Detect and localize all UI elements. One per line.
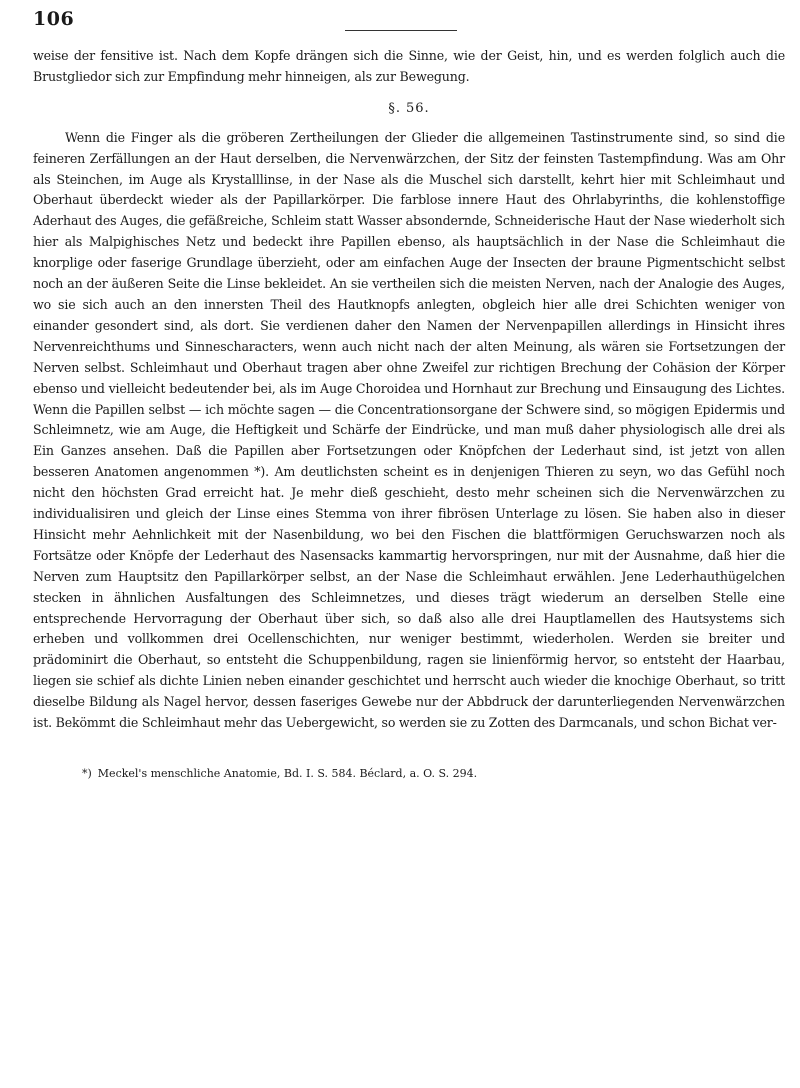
page-number: 106 xyxy=(33,8,75,30)
footnote xyxy=(82,766,782,782)
main-paragraph: Wenn die Finger als die gröberen Zertheilungen der Glieder die allgemeinen Tastinstrumente sind, so sind die feineren Zerfällungen an der Haut derselben, die Nervenwärzchen, der Sitz der feinsten Tastempfindung. Was am Ohr als Steinchen, im Auge als Krystalllinse, in der Nase als die Muschel sich darstellt, kehrt hier mit Schleimhaut und Oberhaut überdeckt wieder als der Papillarkörper. Die farblose innere Haut des Ohrlabyrinths, die kohlenstoffige Aderhaut des Auges, die gefäßreiche, Schleim statt Wasser absondernde, Schneiderische Haut der Nase wiederholt sich hier als Malpighisches Netz und bedeckt ihre Papillen ebenso, als hauptsächlich in der Nase die Schleimhaut die knorplige oder faserige Grundlage überzieht, oder am einfachen Auge der Insecten der braune Pigmentschicht selbst noch an der äußeren Seite die Linse bekleidet. An sie vertheilen sich die meisten Nerven, nach der Analogie des Auges, wo sie sich auch an den innersten Theil des Hautknopfs anlegten, obgleich hier alle drei Schichten weniger von einander gesondert sind, als dort. Sie verdienen daher den Namen der Nervenpapillen allerdings in Hinsicht ihres Nervenreichthums und Sinnescharacters, wenn auch nicht nach der alten Meinung, als wären sie Fortsetzungen der Nerven selbst. Schleimhaut und Oberhaut tragen aber ohne Zweifel zur richtigen Brechung der Cohäsion der Körper ebenso und vielleicht bedeutender bei, als im Auge Choroidea und Hornhaut zur Brechung und Einsaugung des Lichtes. Wenn die Papillen selbst — ich möchte sagen — die Concentrationsorgane der Schwere sind, so mögigen Epidermis und Schleimnetz, wie am Auge, die Heftigkeit und Schärfe der Eindrücke, und man muß daher physiologisch alle drei als Ein Ganzes ansehen. Daß die Papillen aber Fortsetzungen oder Knöpfchen der Lederhaut sind, ist jetzt von allen besseren Anatomen angenommen *). Am deutlichsten scheint es in denjenigen Thieren zu seyn, wo das Gefühl noch nicht den höchsten Grad erreicht hat. Je mehr dieß geschieht, desto mehr scheinen sich die Nervenwärzchen zu individualisiren und gleich der Linse eines Stemma von ihrer fibrösen Unterlage zu lösen. Sie haben also in dieser Hinsicht mehr Aehnlichkeit mit der Nasenbildung, wo bei den Fischen die blattförmigen Geruchswarzen noch als Fortsätze oder Knöpfe der Lederhaut des Nasensacks kammartig hervorspringen, nur mit der Ausnahme, daß hier die Nerven zum Hauptsitz den Papillarkörper selbst, an der Nase die Schleimhaut erwählen. Jene Lederhauthügelchen stecken in ähnlichen Ausfaltungen des Schleimnetzes, und dieses trägt wiederum an derselben Stelle eine entsprechende Hervorragung der Oberhaut über sich, so daß also alle drei Hauptlamellen des Hautsystems sich erheben und vollkommen drei Ocellenschichten, nur weniger bestimmt, wiederholen. Werden sie breiter und prädominirt die Oberhaut, so entsteht die Schuppenbildung, ragen sie linienförmig hervor, so entsteht der Haarbau, liegen sie schief als dichte Linien neben einander geschichtet und herrscht auch wieder die knochige Oberhaut, so tritt dieselbe Bildung als Nagel hervor, dessen faseriges Gewebe nur der Abbdruck der darunterliegenden Nervenwärzchen ist. Bekömmt die Schleimhaut mehr das Uebergewicht, so werden sie zu Zotten des Darmcanals, und schon Bichat ver- xyxy=(33,129,785,731)
footnote-marker: *) xyxy=(82,767,92,780)
intro-paragraph: weise der fensitive ist. Nach dem Kopfe drängen sich die Sinne, wie der Geist, hin, und es werden folglich auch die Brustgliedor sich zur Empfindung mehr hinneigen, als zur Bewegung. xyxy=(33,48,785,84)
body-text xyxy=(33,46,785,734)
header-rule xyxy=(345,30,457,31)
section-heading: §. 56. xyxy=(388,100,430,116)
footnote-text: Meckel's menschliche Anatomie, Bd. I. S. 584. Béclard, a. O. S. 294. xyxy=(97,767,478,780)
